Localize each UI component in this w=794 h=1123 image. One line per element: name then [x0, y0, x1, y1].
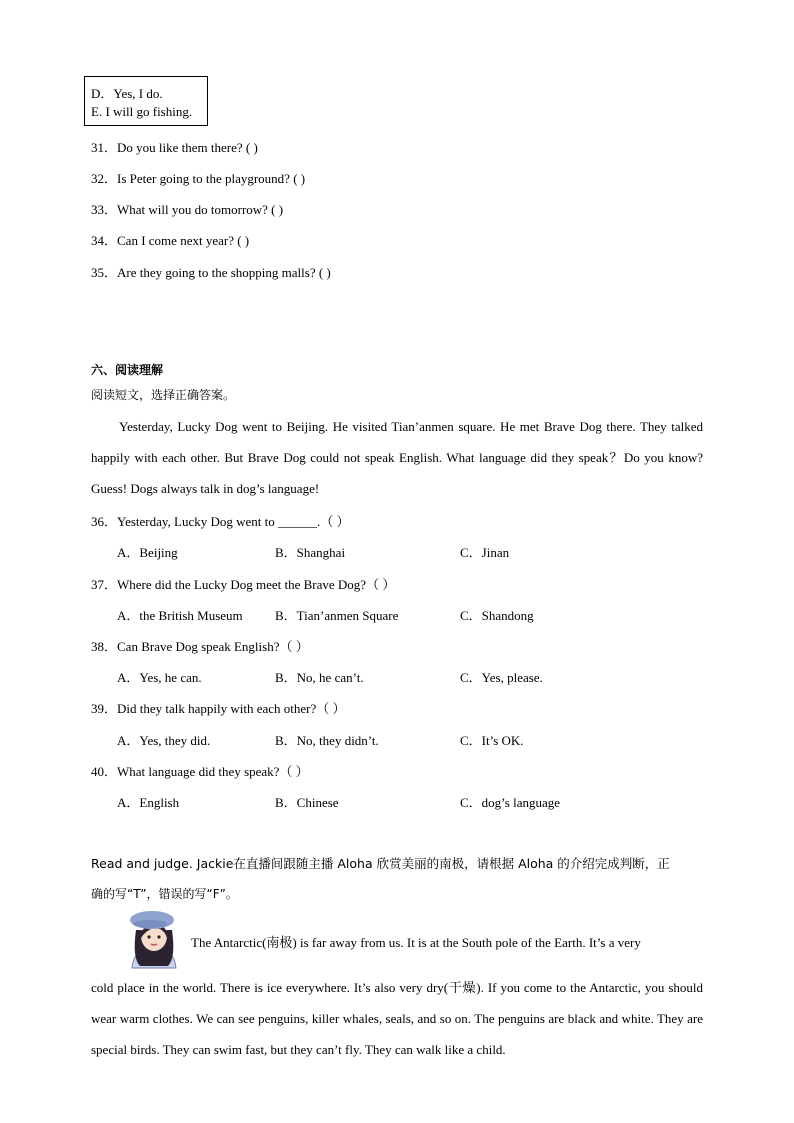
presenter-avatar-illustration	[118, 908, 190, 970]
option-d: D．Yes, I do.	[91, 86, 163, 101]
reading-passage: Yesterday, Lucky Dog went to Beijing. He visited Tian’anmen square. He met Brave Dog there. They talked happily with each other. But Brave Dog could not speak English. What language did they speak？Do you know? Guess! Dogs always talk in dog’s language!	[91, 419, 703, 496]
question-37-option-b: B．Tian’anmen Square	[275, 608, 399, 623]
section-heading: 六、阅读理解	[91, 363, 164, 377]
question-35: 35．Are they going to the shopping malls? ( )	[91, 265, 331, 280]
question-40-option-a: A．English	[117, 795, 180, 810]
question-36-stem: 36．Yesterday, Lucky Dog went to ______.（ ）	[91, 514, 350, 529]
question-36-option-c: C．Jinan	[460, 545, 510, 560]
question-40-stem: 40．What language did they speak?（ ）	[91, 764, 309, 779]
question-34: 34．Can I come next year? ( )	[91, 233, 250, 248]
question-38-option-c: C．Yes, please.	[460, 670, 543, 685]
question-37-option-a: A．the British Museum	[117, 608, 243, 623]
judge-passage-line1: The Antarctic(南极) is far away from us. It is at the South pole of the Earth. It’s a very	[191, 935, 641, 950]
question-31: 31．Do you like them there? ( )	[91, 140, 258, 155]
question-40-option-c: C．dog’s language	[460, 795, 561, 810]
question-33: 33．What will you do tomorrow? ( )	[91, 202, 284, 217]
question-38-option-a: A．Yes, he can.	[117, 670, 202, 685]
judge-instruction-line2: 确的写“T”，错误的写“F”。	[91, 887, 238, 901]
question-39-option-c: C．It’s OK.	[460, 733, 524, 748]
section-instruction: 阅读短文，选择正确答案。	[91, 388, 236, 402]
question-39-option-a: A．Yes, they did.	[117, 733, 211, 748]
question-36-option-a: A．Beijing	[117, 545, 178, 560]
question-32: 32．Is Peter going to the playground? ( )	[91, 171, 306, 186]
option-box	[84, 76, 208, 126]
question-37-option-c: C．Shandong	[460, 608, 534, 623]
question-38-stem: 38．Can Brave Dog speak English?（ ）	[91, 639, 309, 654]
question-39-option-b: B．No, they didn’t.	[275, 733, 379, 748]
question-37-stem: 37．Where did the Lucky Dog meet the Brave Dog?（ ）	[91, 577, 396, 592]
option-e: E. I will go fishing.	[91, 104, 193, 119]
question-40-option-b: B．Chinese	[275, 795, 339, 810]
judge-passage-body: cold place in the world. There is ice everywhere. It’s also very dry(干燥). If you come to the Antarctic, you should wear warm clothes. We can see penguins, killer whales, seals, and so on. The penguins are black and white. They are special birds. They can swim fast, but they can’t fly. They can walk like a child.	[91, 980, 703, 1057]
judge-instruction-line1: Read and judge. Jackie在直播间跟随主播 Aloha 欣赏美丽的南极，请根据 Aloha 的介绍完成判断，正	[91, 856, 670, 871]
question-36-option-b: B．Shanghai	[275, 545, 346, 560]
question-39-stem: 39．Did they talk happily with each other?（ ）	[91, 701, 346, 716]
question-38-option-b: B．No, he can’t.	[275, 670, 364, 685]
